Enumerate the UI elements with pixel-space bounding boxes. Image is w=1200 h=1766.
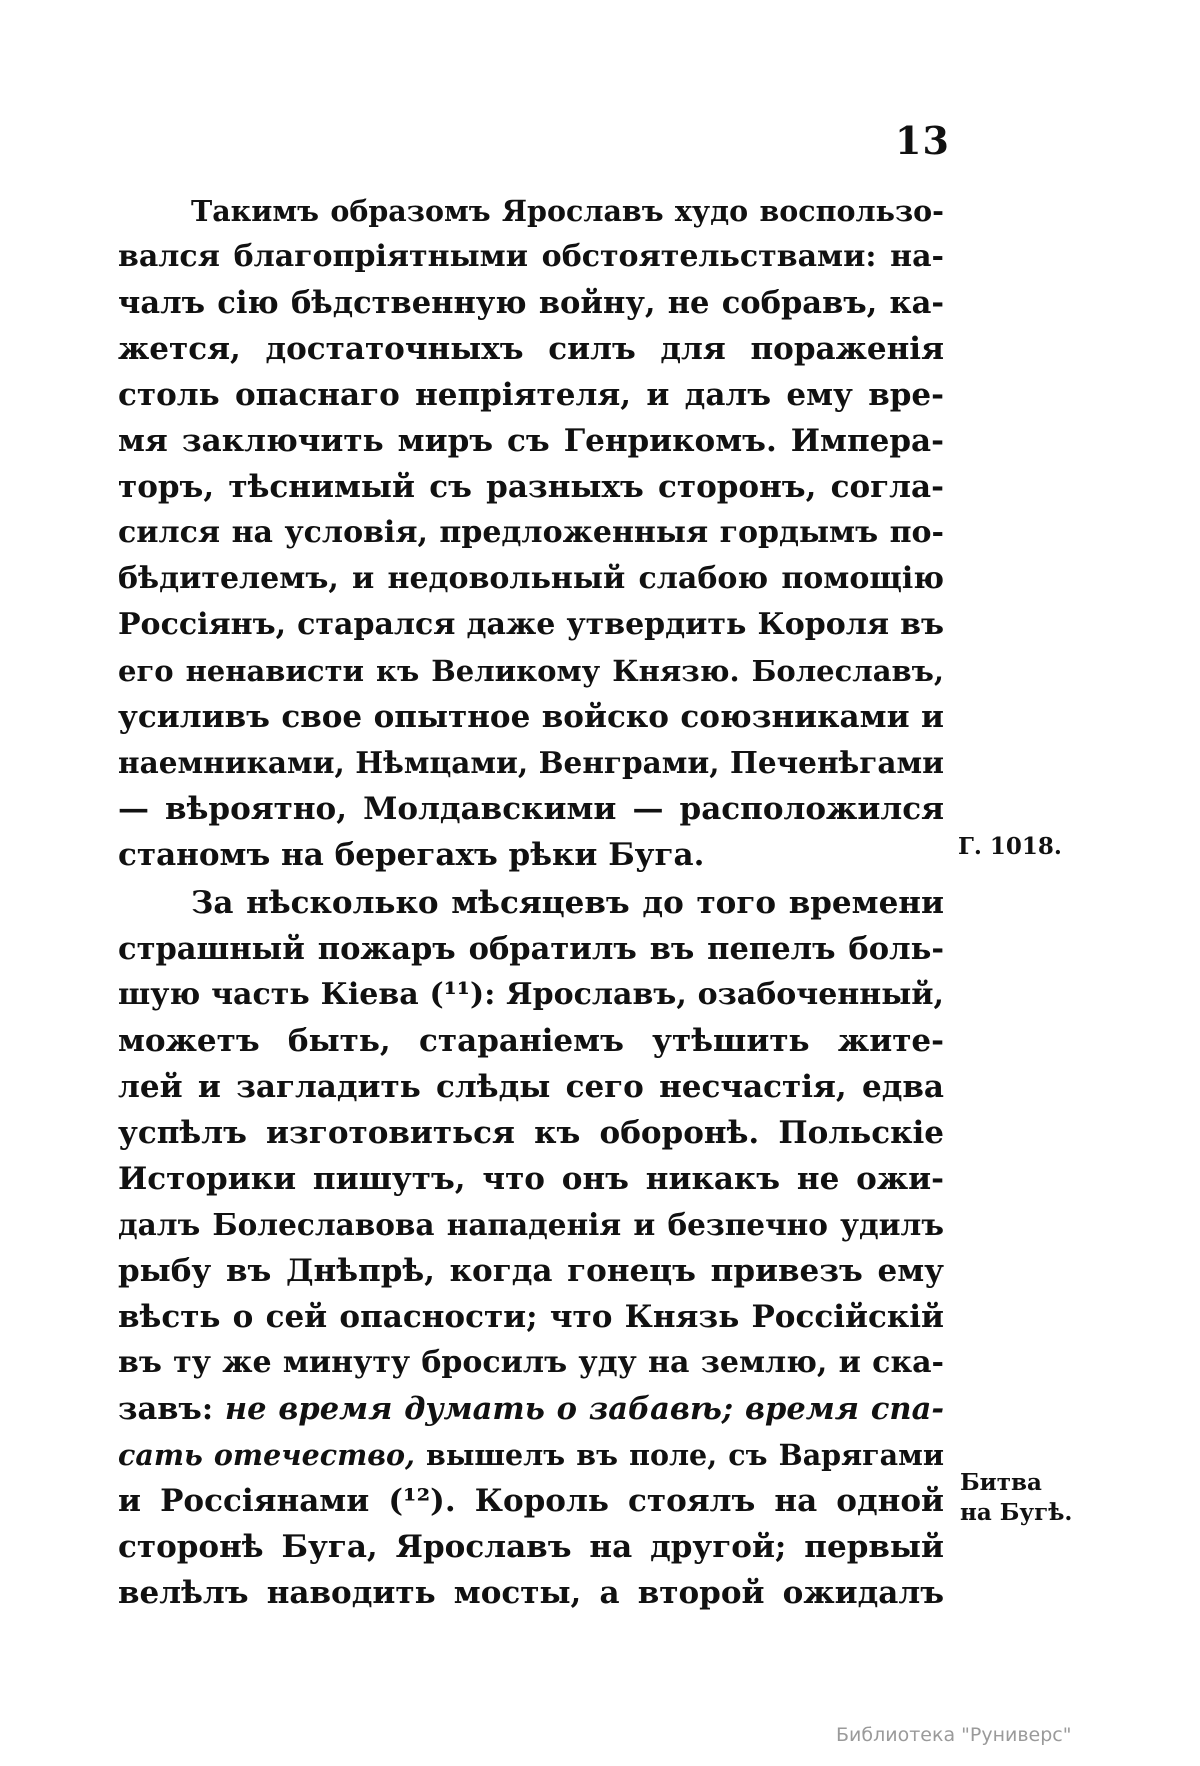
body-text (118, 188, 944, 1616)
text-line: успѣлъ изготовиться къ оборонѣ. Польскіе (118, 1115, 944, 1151)
text-line: далъ Болеславова нападенія и безпечно удилъ (118, 1207, 944, 1242)
text-line: Историки пишутъ, что онъ никакъ не ожи- (118, 1161, 944, 1197)
paragraph-1 (118, 188, 944, 878)
text-line: въ ту же минуту бросилъ уду на землю, и ска- (118, 1345, 944, 1380)
margin-note-battle (960, 1468, 1072, 1528)
text-line: торъ, тѣснимый съ разныхъ сторонъ, согла- (118, 469, 944, 505)
italic-quote: не время думать о забавѣ; время спа- (224, 1391, 944, 1427)
text-run: завъ: (118, 1391, 225, 1427)
italic-quote: сать отечество, (118, 1438, 415, 1472)
text-line: Такимъ образомъ Ярославъ худо воспользо- (191, 194, 944, 228)
text-line: бѣдителемъ, и недовольный слабою помощію (118, 561, 944, 596)
text-line: мя заключить миръ съ Генрикомъ. Импера- (118, 423, 944, 459)
text-line: наемниками, Нѣмцами, Венграми, Печенѣгами (118, 745, 944, 780)
text-line: вѣсть о сей опасности; что Князь Россійскій (118, 1299, 944, 1335)
text-line: шую часть Кіева (¹¹): Ярославъ, озабоченный, (118, 977, 944, 1012)
text-line: можетъ быть, стараніемъ утѣшить жите- (118, 1023, 944, 1059)
margin-note-line: на Бугѣ. (960, 1499, 1073, 1526)
margin-note-line: Битва (960, 1469, 1042, 1496)
text-line: лей и загладить слѣды сего несчастія, едва (118, 1069, 944, 1105)
text-line: сторонѣ Буга, Ярославъ на другой; первый (118, 1529, 944, 1565)
page-number: 13 (895, 118, 950, 163)
text-line: Россіянъ, старался даже утвердить Короля въ (118, 607, 944, 642)
text-line: сился на условія, предложенныя гордымъ по- (118, 515, 944, 550)
paragraph-2 (118, 880, 944, 1616)
text-line: чалъ сію бѣдственную войну, не собравъ, ка- (118, 285, 944, 321)
text-line: велѣлъ наводить мосты, а второй ожидалъ (118, 1575, 944, 1611)
text-line: За нѣсколько мѣсяцевъ до того времени (191, 885, 944, 921)
text-line-italic-quote (118, 1386, 944, 1432)
text-line: столь опаснаго непріятеля, и далъ ему вре- (118, 377, 944, 413)
text-line: жется, достаточныхъ силъ для пораженія (118, 331, 944, 367)
text-line: вался благопріятными обстоятельствами: на- (118, 239, 944, 274)
text-line: — вѣроятно, Молдавскими — расположился (118, 791, 944, 827)
text-run: вышелъ въ поле, съ Варягами (414, 1438, 944, 1472)
text-line: его ненависти къ Великому Князю. Болеславъ, (118, 654, 944, 688)
text-line: рыбу въ Днѣпрѣ, когда гонецъ привезъ ему (118, 1253, 944, 1289)
text-line: страшный пожаръ обратилъ въ пепелъ боль- (118, 931, 944, 967)
margin-note-year: Г. 1018. (958, 833, 1062, 860)
text-line-italic-quote (118, 1432, 944, 1478)
text-line: усиливъ свое опытное войско союзниками и (118, 699, 944, 735)
library-watermark: Библиотека "Руниверс" (836, 1724, 1072, 1746)
text-line: и Россіянами (¹²). Король стоялъ на одной (118, 1483, 944, 1519)
text-line: станомъ на берегахъ рѣки Буга. (118, 837, 705, 873)
